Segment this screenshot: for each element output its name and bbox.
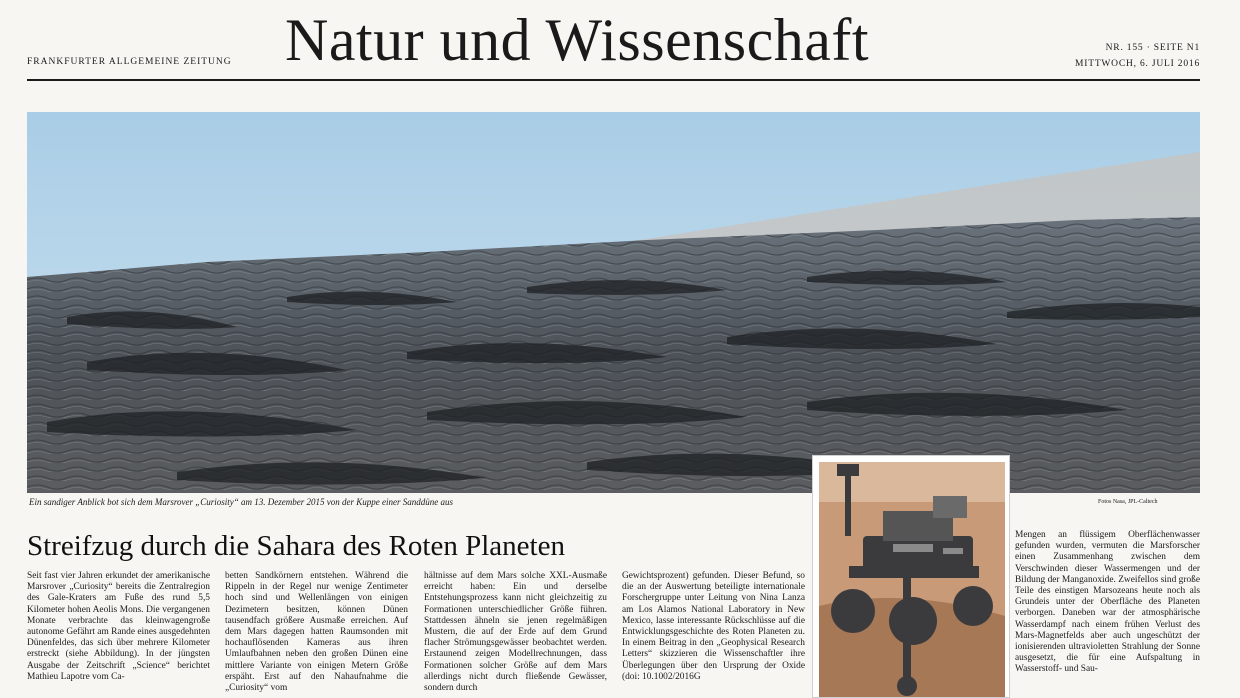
issue-date: MITTWOCH, 6. JULI 2016 — [1075, 59, 1200, 69]
rover-photo — [812, 455, 1010, 698]
article-column-4 — [622, 571, 805, 698]
article-column-5 — [1015, 530, 1200, 698]
column-text: hältnisse auf dem Mars solche XXL-Ausmaße erreicht haben: Ein und derselbe Entstehungsprozess kann nicht gleichzeitig zu Formationen unterschiedlicher Größe führen. Stattdessen ähneln sie jenen regelmäßigen Mustern, die auf der Erde auf dem Grund flacher Strömungsgewässer beobachtet werden. Erstaunend zeigen Modellrechnungen, dass Formationen solcher Größe auf dem Mars allerdings nicht durch fließende Gewässer, sondern durch — [424, 571, 607, 694]
newspaper-name: FRANKFURTER ALLGEMEINE ZEITUNG — [27, 57, 232, 67]
hero-caption: Ein sandiger Anblick bot sich dem Marsrover „Curiosity“ am 13. Dezember 2015 von der Kuppe einer Sanddüne aus — [29, 497, 453, 507]
column-text: Seit fast vier Jahren erkundet der amerikanische Marsrover „Curiosity“ bereits die Zentralregion des Gale-Kraters am Fuße des rund 5,5 Kilometer hohen Aeolis Mons. Die vergangenen Monate verbrachte das kleinwagengroße autonome Gefährt am Rande eines ausgedehnten Dünenfeldes, das sich über mehrere Kilometer erstreckt (siehe Abbildung). In der jüngsten Ausgabe der Zeitschrift „Science“ berichtet Mathieu Lapotre vom Ca- — [27, 571, 210, 682]
masthead-rule — [27, 79, 1200, 81]
article-headline: Streifzug durch die Sahara des Roten Planeten — [27, 530, 565, 562]
section-title: Natur und Wissenschaft — [285, 7, 870, 73]
issue-number: NR. 155 · SEITE N1 — [1105, 43, 1200, 53]
hero-photo-sand-dunes — [27, 112, 1200, 493]
article-column-3 — [424, 571, 607, 698]
column-text: Mengen an flüssigem Oberflächenwasser gefunden wurden, vermuten die Marsforscher einen Zusammenhang zwischen dem Verschwinden dieser Wassermengen und der Bildung der Manganoxide. Zweifellos sind große Teile des einstigen Marsozeans heute noch als Grundeis unter der Oberfläche des Planeten verborgen. Daneben war der atmosphärische Wasserdampf nach einem frühen Verlust des Mars-Magnetfelds aber auch ungeschützt der ionisierenden ultravioletten Strahlung der Sonne ausgesetzt, die für eine Aufspaltung in Wasserstoff- und Sau- — [1015, 530, 1200, 675]
article-column-2 — [225, 571, 408, 698]
column-text: betten Sandkörnern entstehen. Während die Rippeln in der Regel nur wenige Zentimeter hoch sind und Wellenlängen von einigen Dezimetern besitzen, können Dünen tausendfach größere Ausmaße erreichen. Auf dem Mars dagegen hatten Raumsonden mit hochauflösenden Kameras aus ihren Umlaufbahnen neben den großen Dünen eine mittlere Variante von einigen Metern Größe erspäht. Erst auf den Nahaufnahme die „Curiosity“ vom — [225, 571, 408, 694]
issue-info — [1075, 40, 1200, 72]
article-column-1 — [27, 571, 210, 698]
column-text: Gewichtsprozent) gefunden. Dieser Befund, so die an der Auswertung beteiligte internationale Forschergruppe unter Leitung von Nina Lanza am Los Alamos National Laboratory in New Mexico, lasse interessante Rückschlüsse auf die Entwicklungsgeschichte des Roten Planeten zu. In einem Beitrag in den „Geophysical Research Letters“ skizzieren die Wissenschaftler ihre Überlegungen über den Ursprung der Oxide (doi: 10.1002/2016G — [622, 571, 805, 682]
photo-credit: Fotos Nasa, JPL-Caltech — [1098, 499, 1158, 505]
